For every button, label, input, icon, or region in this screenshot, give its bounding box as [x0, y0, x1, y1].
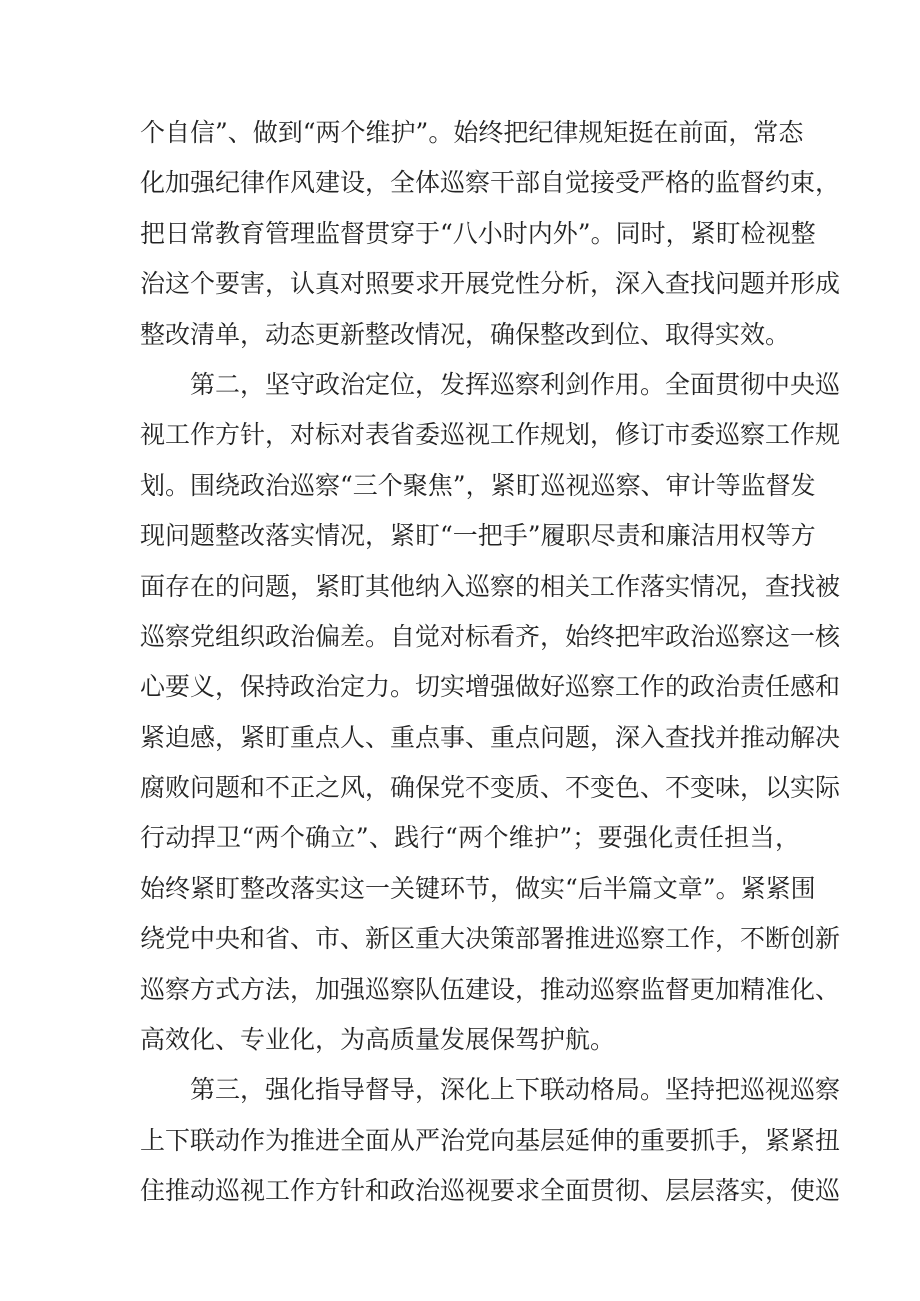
paragraph-2: [140, 360, 841, 1065]
text-line: 面存在的问题，紧盯其他纳入巡察的相关工作落实情况，查找被: [140, 571, 841, 601]
paragraph-1: [140, 108, 841, 360]
text-line: 化加强纪律作风建设，全体巡察干部自觉接受严格的监督约束，: [140, 168, 841, 198]
text-line: 第三，强化指导督导，深化上下联动格局。坚持把巡视巡察: [190, 1075, 841, 1105]
text-line: 治这个要害，认真对照要求开展党性分析，深入查找问题并形成: [140, 269, 841, 299]
text-line: 心要义，保持政治定力。切实增强做好巡察工作的政治责任感和: [140, 672, 841, 702]
text-line: 划。围绕政治巡察“三个聚焦”，紧盯巡视巡察、审计等监督发: [140, 470, 816, 500]
text-line: 第二，坚守政治定位，发挥巡察利剑作用。全面贯彻中央巡: [190, 369, 841, 399]
text-line: 个自信”、做到“两个维护”。始终把纪律规矩挺在前面，常态: [140, 118, 804, 147]
text-line: 绕党中央和省、市、新区重大决策部署推进巡察工作，不断创新: [140, 924, 841, 954]
text-line: 紧迫感，紧盯重点人、重点事、重点问题，深入查找并推动解决: [140, 722, 841, 752]
text-line: 巡察党组织政治偏差。自觉对标看齐，始终把牢政治巡察这一核: [140, 621, 841, 651]
text-line: 把日常教育管理监督贯穿于“八小时内外”。同时，紧盯检视整: [140, 218, 816, 248]
text-line: 行动捍卫“两个确立”、践行“两个维护”；要强化责任担当，: [140, 823, 800, 853]
text-line: 始终紧盯整改落实这一关键环节，做实“后半篇文章”。紧紧围: [140, 873, 816, 903]
text-line: 整改清单，动态更新整改情况，确保整改到位、取得实效。: [140, 319, 791, 349]
text-line: 上下联动作为推进全面从严治党向基层延伸的重要抓手，紧紧扭: [140, 1125, 841, 1155]
text-line: 高效化、专业化，为高质量发展保驾护航。: [140, 1025, 616, 1055]
text-line: 住推动巡视工作方针和政治巡视要求全面贯彻、层层落实，使巡: [140, 1176, 841, 1206]
text-line: 腐败问题和不正之风，确保党不变质、不变色、不变味，以实际: [140, 773, 841, 803]
document-body: [140, 108, 841, 1217]
text-line: 视工作方针，对标对表省委巡视工作规划，修订市委巡察工作规: [140, 420, 841, 450]
text-line: 现问题整改落实情况，紧盯“一把手”履职尽责和廉洁用权等方: [140, 521, 816, 551]
paragraph-3: [140, 1065, 841, 1216]
text-line: 巡察方式方法，加强巡察队伍建设，推动巡察监督更加精准化、: [140, 974, 841, 1004]
